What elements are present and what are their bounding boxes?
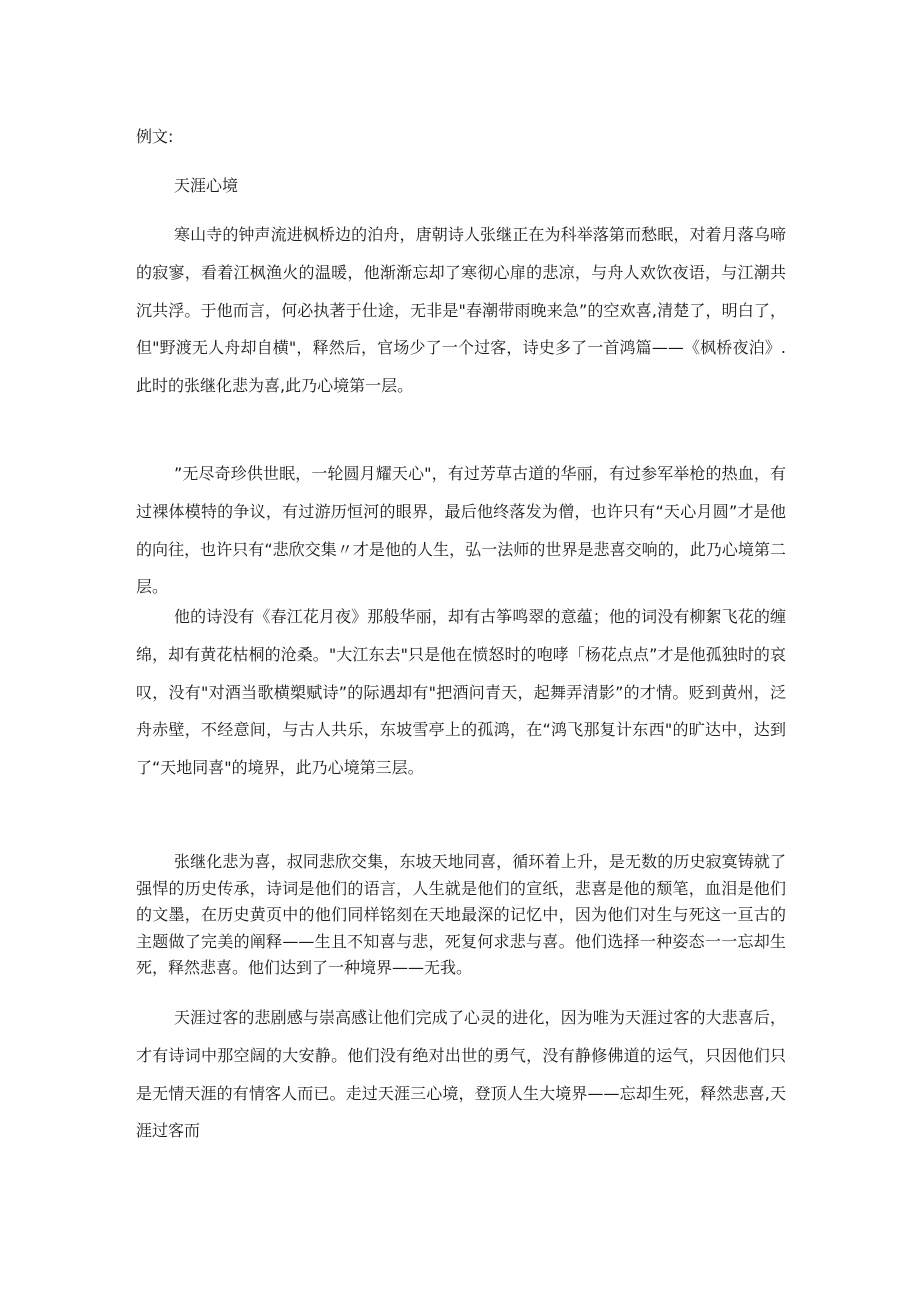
essay-title: 天涯心境 <box>174 176 239 195</box>
paragraph-1: 寒山寺的钟声流进枫桥边的泊舟，唐朝诗人张继正在为科举落第而愁眠，对着月落乌啼的寂寥，看着江枫渔火的温暖，他渐渐忘却了寒彻心扉的悲凉，与舟人欢饮夜语，与江潮共沉共浮。于他而言，何必执著于仕途，无非是"春潮带雨晚来急”的空欢喜,清楚了，明白了，但"野渡无人舟却自横"，释然后，官场少了一个过客，诗史多了一首鸿篇——《枫桥夜泊》.此时的张继化悲为喜,此乃心境第一层。 <box>136 225 786 396</box>
paragraph-3: 他的诗没有《春江花月夜》那般华丽，却有古筝鸣翠的意蕴；他的词没有柳絮飞花的缠绵，却有黄花枯桐的沧桑。"大江东去"只是他在愤怒时的咆哮「杨花点点”才是他孤独时的哀叹，没有"对酒当歌横槊赋诗”的际遇却有"把酒问青天，起舞弄清影”的才情。贬到黄州，泛舟赤壁，不经意间，与古人共乐，东坡雪亭上的孤鸿，在“鸿飞那复计东西"的旷达中，达到了“天地同喜"的境界，此乃心境第三层。 <box>136 607 786 778</box>
paragraph-5: 天涯过客的悲剧感与崇高感让他们完成了心灵的进化，因为唯为天涯过客的大悲喜后，才有诗词中那空阔的大安静。他们没有绝对出世的勇气，没有静修佛道的运气，只因他们只是无情天涯的有情客人而已。走过天涯三心境，登顶人生大境界——忘却生死，释然悲喜,天涯过客而 <box>136 1008 786 1141</box>
paragraph-4: 张继化悲为喜，叔同悲欣交集，东坡天地同喜，循环着上升，是无数的历史寂寞铸就了强悍的历史传承，诗词是他们的语言，人生就是他们的宣纸，悲喜是他的颓笔，血泪是他们的文墨，在历史黄页中的他们同样铭刻在天地最深的记忆中，因为他们对生与死这一亘古的主题做了完美的阐释——生且不知喜与悲，死复何求悲与喜。他们选择一种姿态一一忘却生死，释然悲喜。他们达到了一种境界——无我。 <box>136 852 786 977</box>
paragraph-2: ”无尽奇珍供世眠，一轮圆月耀天心"，有过芳草古道的华丽，有过参军举枪的热血，有过裸体模特的争议，有过游历恒河的眼界，最后他终落发为僧，也许只有“天心月圆”才是他的向往，也许只有“悲欣交集〃才是他的人生，弘一法师的世界是悲喜交响的，此乃心境第二层。 <box>136 464 786 597</box>
example-label: 例文: <box>136 127 174 146</box>
